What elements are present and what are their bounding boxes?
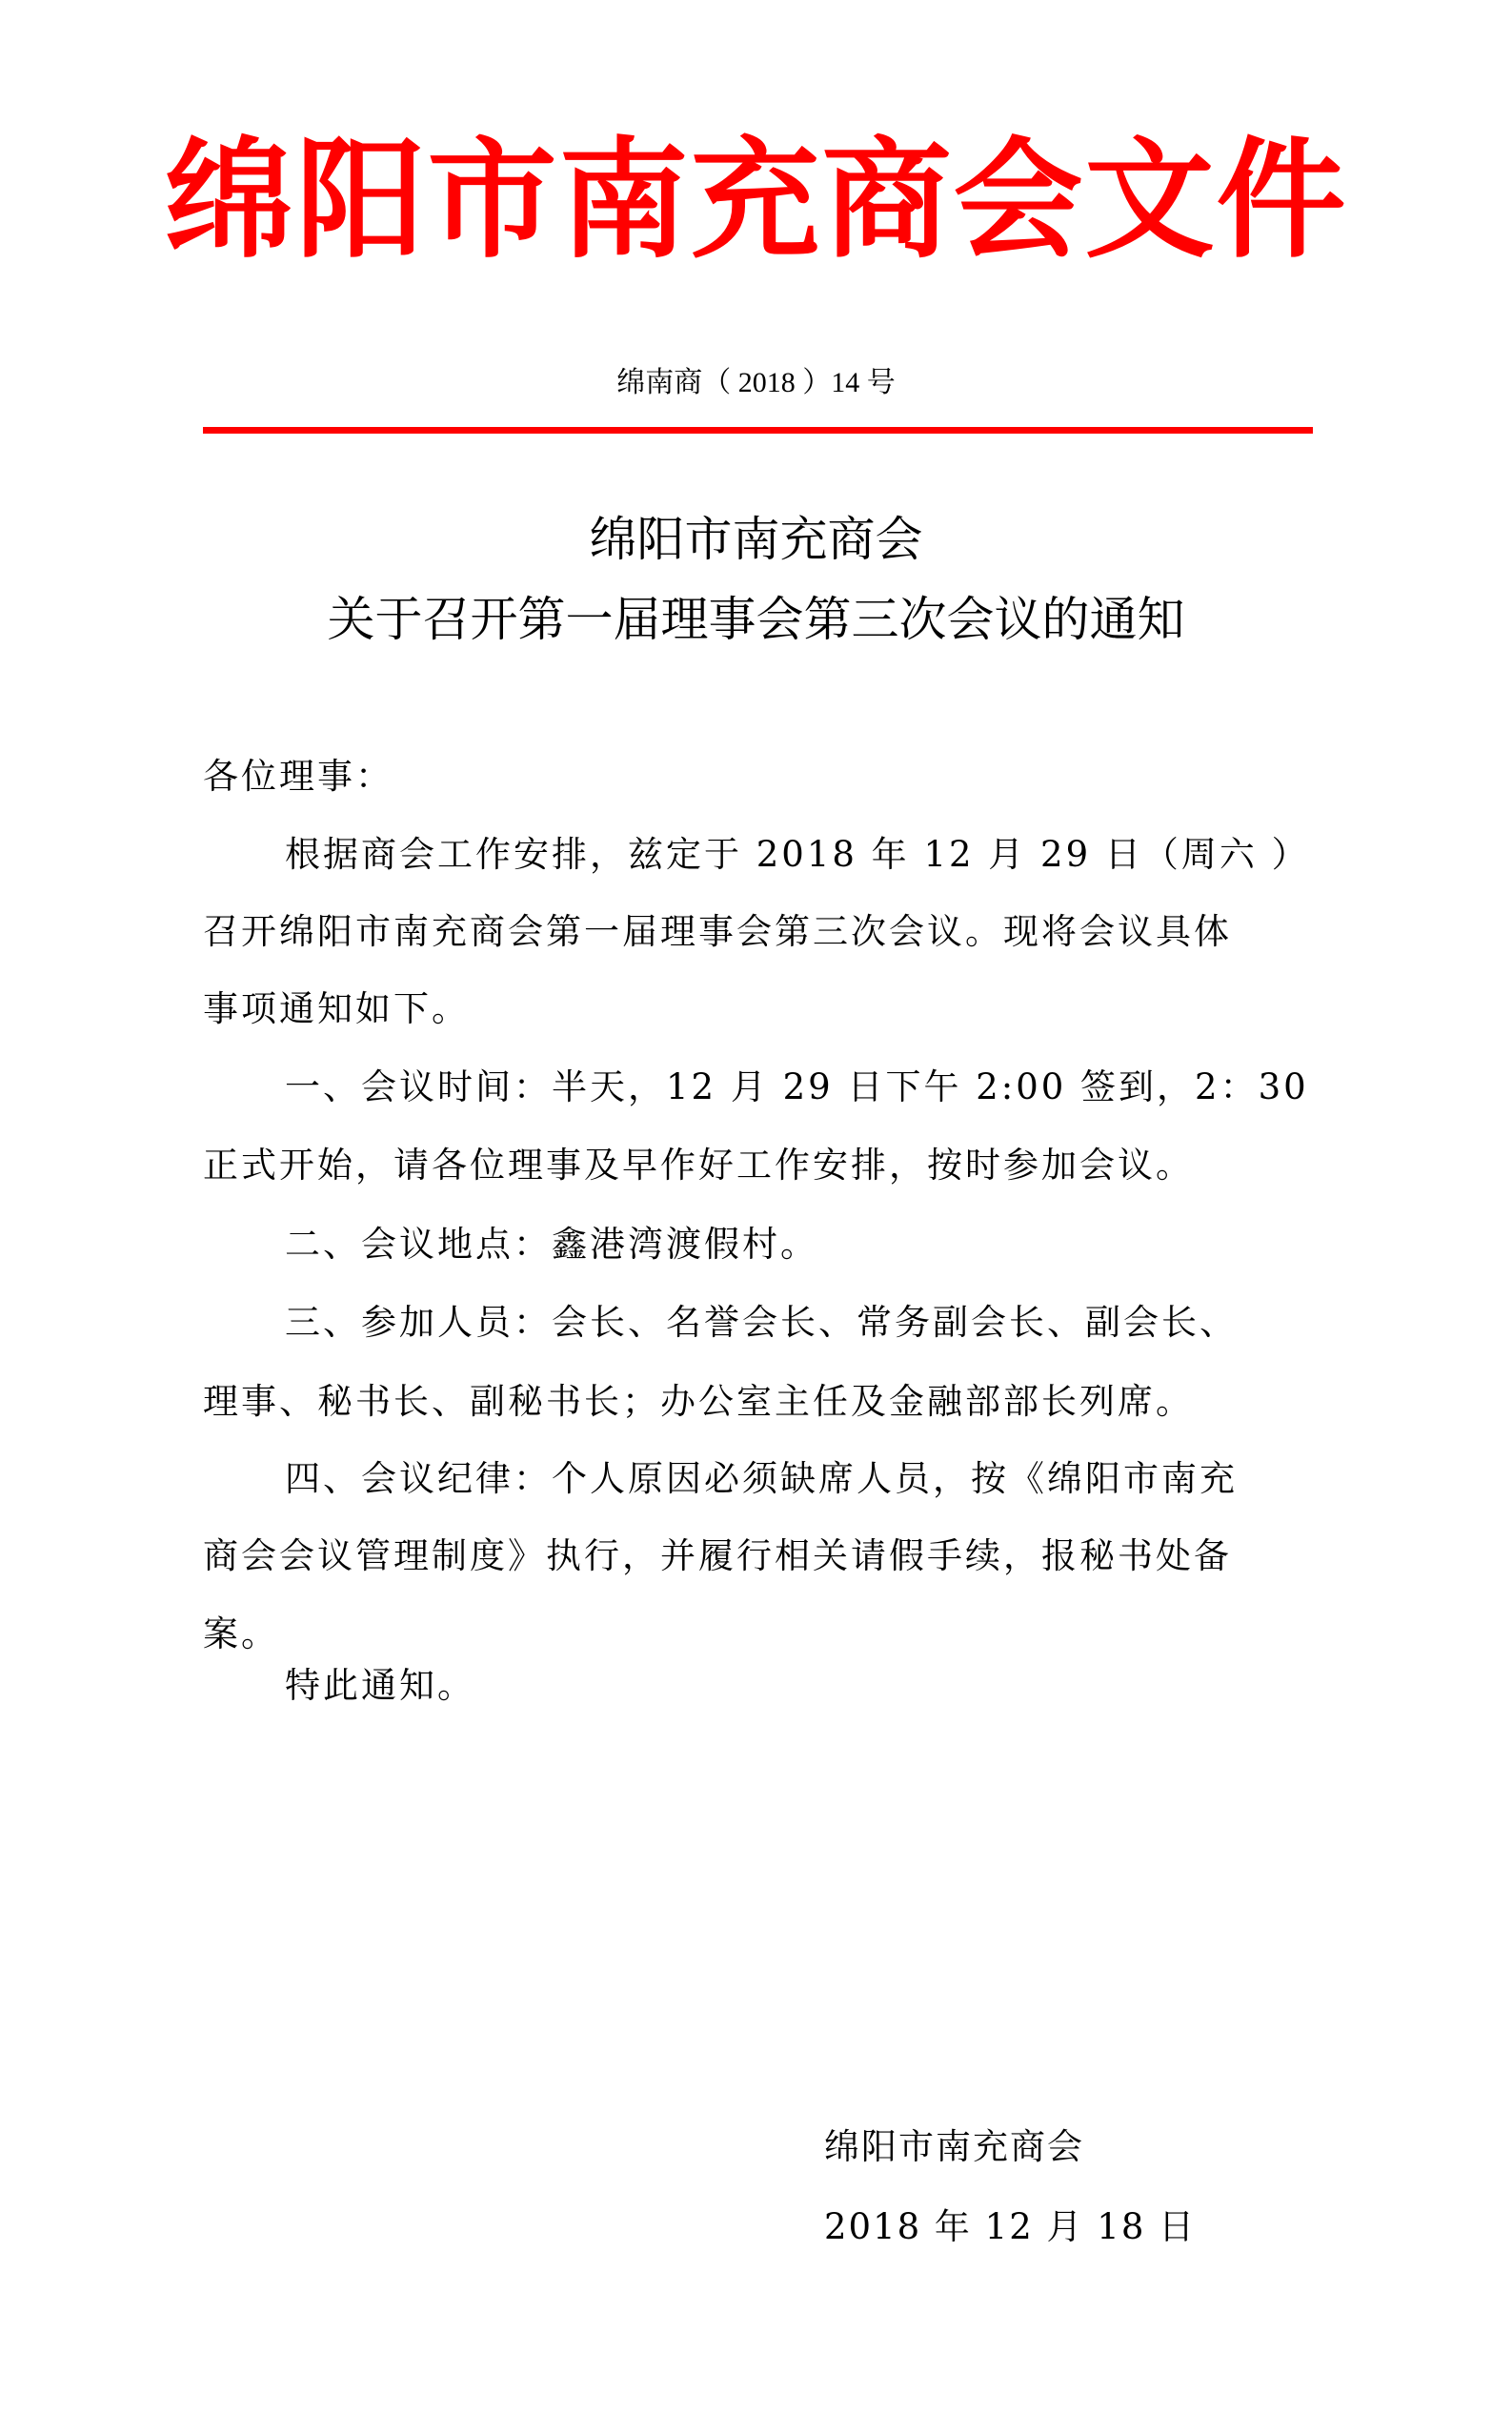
paragraph-line: 一、会议时间：半天，12 月 29 日下午 2:00 签到，2：30 — [285, 1066, 1309, 1107]
paragraph-line: 根据商会工作安排，兹定于 2018 年 12 月 29 日（周六 ） — [285, 834, 1310, 875]
paragraph-line: 召开绵阳市南充商会第一届理事会第三次会议。现将会议具体 — [203, 911, 1232, 952]
org-title: 绵阳市南充商会文件 — [164, 124, 1348, 276]
paragraph-line: 二、会议地点：鑫港湾渡假村。 — [285, 1224, 818, 1265]
paragraph-line: 正式开始，请各位理事及早作好工作安排，按时参加会议。 — [203, 1145, 1194, 1186]
paragraph-line: 理事、秘书长、副秘书长；办公室主任及金融部部长列席。 — [203, 1381, 1194, 1422]
paragraph-line: 案。 — [203, 1613, 279, 1654]
paragraph-line: 四、会议纪律：个人原因必须缺席人员，按《绵阳市南充 — [285, 1458, 1238, 1499]
red-divider — [203, 427, 1313, 434]
closing-line: 特此通知。 — [285, 1665, 475, 1706]
paragraph-line: 三、参加人员：会长、名誉会长、常务副会长、副会长、 — [285, 1302, 1238, 1343]
notice-title-line1: 绵阳市南充商会 — [589, 512, 923, 567]
paragraph-line: 商会会议管理制度》执行，并履行相关请假手续，报秘书处备 — [203, 1535, 1232, 1576]
document-number: 绵南商（ 2018 ）14 号 — [616, 367, 896, 398]
salutation: 各位理事： — [203, 756, 393, 797]
signature-date: 2018 年 12 月 18 日 — [824, 2206, 1197, 2247]
notice-title-line2: 关于召开第一届理事会第三次会议的通知 — [327, 592, 1185, 647]
signature-org: 绵阳市南充商会 — [824, 2126, 1084, 2167]
paragraph-line: 事项通知如下。 — [203, 988, 470, 1029]
